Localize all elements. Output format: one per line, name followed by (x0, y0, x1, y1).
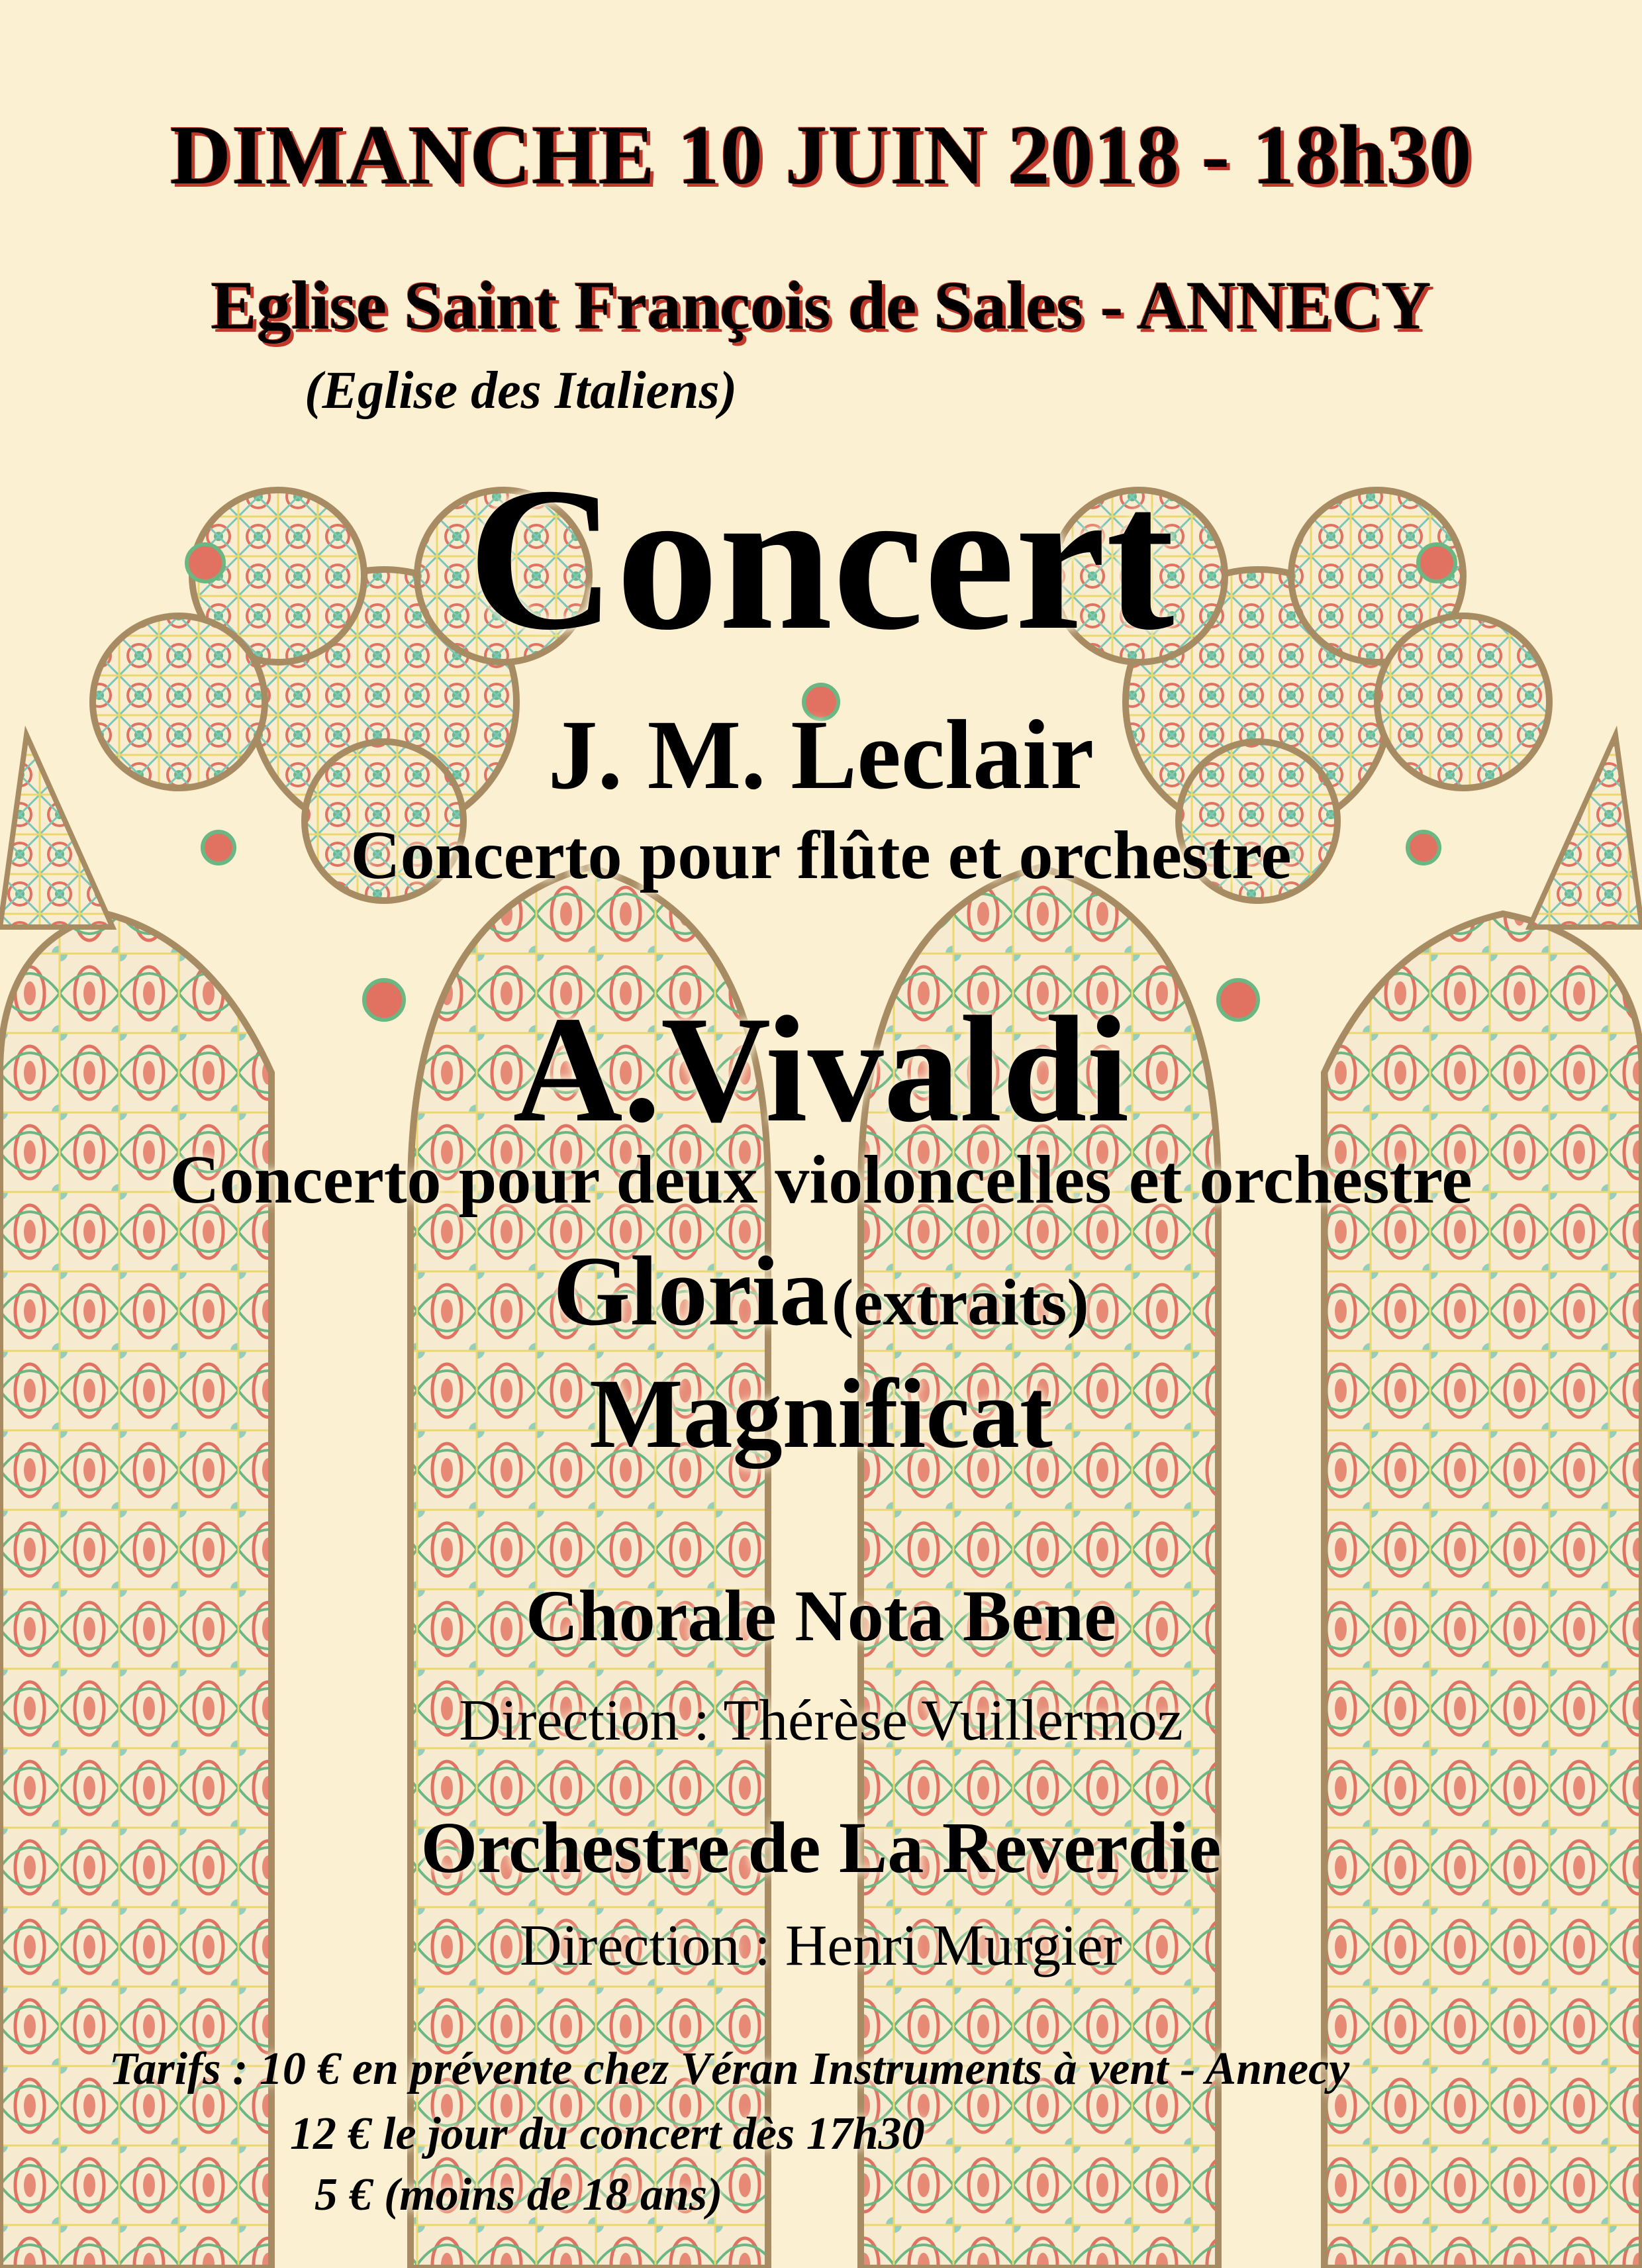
vivaldi-work-gloria: Gloria (553, 1236, 829, 1346)
orchestra-name: Orchestre de La Reverdie (420, 1807, 1222, 1888)
price-line-day: 12 € le jour du concert dès 17h30 (290, 2108, 925, 2159)
vivaldi-work-magnificat: Magnificat (589, 1359, 1053, 1469)
composer-vivaldi: A.Vivaldi (512, 985, 1130, 1154)
vivaldi-work-gloria-line (0, 1236, 1642, 1346)
composer-leclair: J. M. Leclair (548, 700, 1094, 810)
leclair-work: Concerto pour flûte et orchestre (350, 817, 1292, 893)
price-line-presale: Tarifs : 10 € en prévente chez Véran Instruments à vent - Annecy (109, 2044, 1350, 2095)
event-date-line: DIMANCHE 10 JUIN 2018 - 18h30 (169, 108, 1473, 202)
vivaldi-work-gloria-note: (extraits) (831, 1265, 1089, 1339)
event-venue: Eglise Saint François de Sales - ANNECY (211, 268, 1431, 344)
vivaldi-work-concerto: Concerto pour deux violoncelles et orchestre (169, 1142, 1473, 1218)
event-venue-note: (Eglise des Italiens) (305, 362, 738, 420)
price-line-youth: 5 € (moins de 18 ans) (314, 2169, 723, 2220)
choir-name: Chorale Nota Bene (525, 1575, 1117, 1656)
choir-director: Direction : Thérèse Vuillermoz (459, 1689, 1183, 1753)
poster-title: Concert (467, 446, 1175, 673)
orchestra-director: Direction : Henri Murgier (520, 1914, 1122, 1978)
